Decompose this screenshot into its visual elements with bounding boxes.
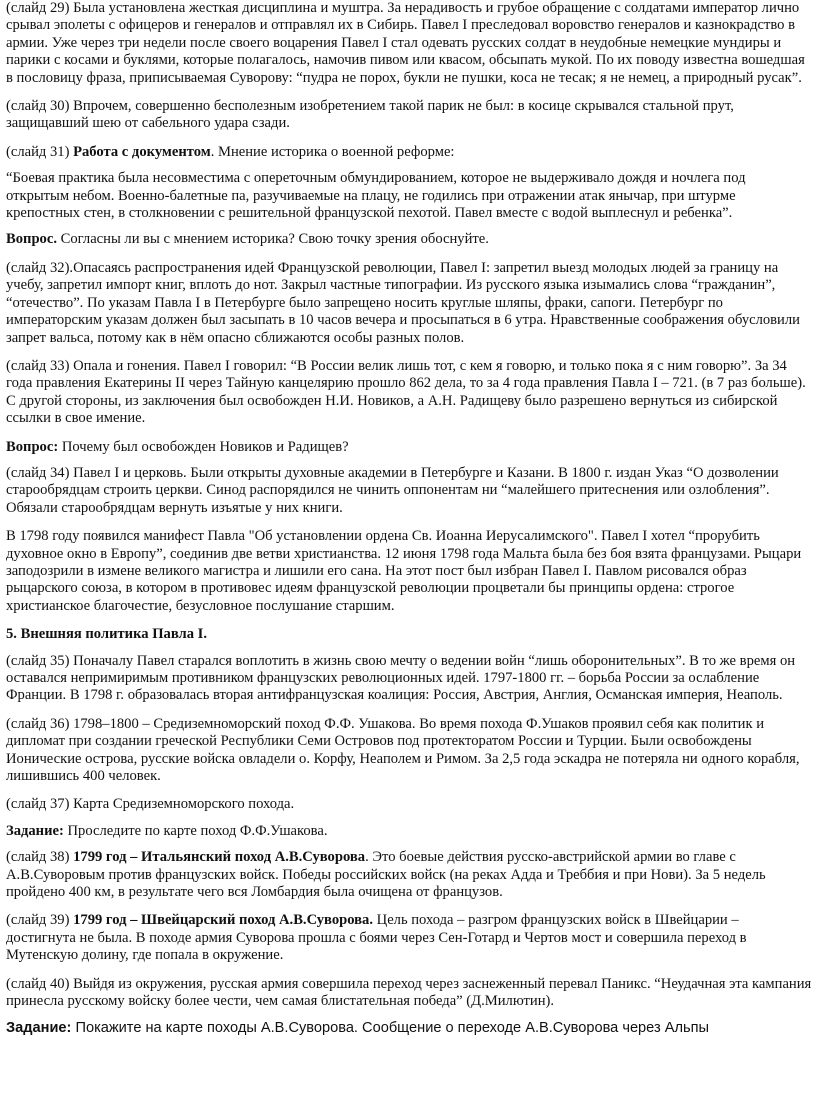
paragraph-slide-39 [6,912,812,964]
slide-31-prefix: (слайд 31) [6,143,74,160]
slide-38-prefix: (слайд 38) [6,849,74,866]
paragraph-slide-34: (слайд 34) Павел I и церковь. Были открыты духовные академии в Петербурге и Казани. В 1800 г. издан Указ “О дозволении старообрядцам строить церкви. Синод распорядился не чинить оппонентам ни “малейшего притеснения или озлобления”. Обязали старообрядцам вернуть изъятые у них книги. [6,464,779,516]
paragraph-slide-38 [6,849,812,901]
paragraph-task-1 [6,823,812,840]
slide-38-bold: 1799 год – Итальянский поход А.В.Суворова [73,849,366,866]
question-1-label: Вопрос. [6,231,57,248]
paragraph-slide-30: (слайд 30) Впрочем, совершенно бесполезным изобретением такой парик не был: в косице скрывался стальной прут, защищавший шею от сабельного удара сзади. [6,98,734,132]
paragraph-slide-36: (слайд 36) 1798–1800 – Средиземноморский поход Ф.Ф. Ушакова. Во время похода Ф.Ушаков проявил себя как политик и дипломат при создании греческой Республики Семи Островов под протекторатом России и Турции. Были освобождены Ионические острова, русские войска овладели о. Корфу, Неаполем и Римом. За 2,5 года эскадра не потеряла ни одного корабля, лишившись 400 человек. [6,715,800,785]
task-2-text: Покажите на карте походы А.В.Суворова. Сообщение о переходе А.В.Суворова через Альпы [71,1019,709,1036]
paragraph-slide-35: (слайд 35) Поначалу Павел старался воплотить в жизнь свою мечту о ведении войн “лишь оборонительных”. В то же время он оставался непримиримым противником французских революционных идей. 1797-1800 гг. – борьба России за ослабление Франции. В 1798 г. образовалась вторая антифранцузская коалиция: Россия, Австрия, Англия, Османская империя, Неаполь. [6,652,796,704]
paragraph-question-2 [6,439,812,456]
slide-38-rest: . Это боевые действия русско-австрийской армии во главе с А.В.Суворовым против французских войск. Победы российских войск (на реках Адда и Треббия и при Нови). За 5 недель пройдено 400 км, в результате чего вся Ломбардия была очищена от французов. [6,849,766,901]
paragraph-historian-quote: “Боевая практика была несовместима с опереточным обмундированием, которое не выдерживало дождя и ночлега под открытым небом. Военно-балетные па, разучиваемые на плацу, не годились при отражении атак янычар, при штурме крепостных стен, в столкновении с решительной французской пехотой. Павел вместе с водой выплеснул и ребенка”. [6,170,746,222]
paragraph-task-2 [6,1020,812,1037]
slide-39-rest: Цель похода – разгром французских войск в Швейцарии – достигнута не была. В походе армия Суворова прошла с боями через Сен-Готард и Чертов мост и совершила переход в Мутенскую долину, где попала в окружение. [6,912,747,964]
slide-39-prefix: (слайд 39) [6,912,74,929]
paragraph-slide-40: (слайд 40) Выйдя из окружения, русская армия совершила переход через заснеженный перевал Паникс. “Неудачная эта кампания принесла русскому войску более чести, чем самая блистательная победа” (Д.Милютин). [6,975,812,1010]
paragraph-slide-31 [6,144,812,161]
paragraph-slide-32: (слайд 32).Опасаясь распространения идей Французской революции, Павел I: запретил выезд молодых людей за границу на учебу, запретил импорт книг, вплоть до нот. Закрыл частные типографии. Из русского языка изымались слова “гражданин”, “отечество”. По указам Павла I в Петербурге было запрещено носить круглые шляпы, фраки, сапоги. Петербург по императорским указам должен был засыпать в 10 часов вечера и просыпаться в 6 утра. Нравственные соображения обусловили запрет вальса, потому как в нём опасно сближаются особы разных полов. [6,259,800,346]
paragraph-slide-29: (слайд 29) Была установлена жесткая дисциплина и муштра. За нерадивость и грубое обращение с солдатами император лично срывал эполеты с офицеров и генералов и отправлял их в Сибирь. Павел I преследовал воровство генералов и казнокрадство в армии. Уже через три недели после своего воцарения Павел I стал одевать русских солдат в неудобные немецкие мундиры и парики с косами и буклями, которые полагалось, намочив пивом или квасом, обсыпать мукой. По их поводу известна вошедшая в пословицу фраза, приписываемая Суворову: “пудра не порох, букли не пушки, коса не тесак; я не немец, а природный русак”. [6,0,805,86]
section-heading-5-text: 5. Внешняя политика Павла I. [6,626,207,643]
paragraph-slide-37: (слайд 37) Карта Средиземноморского похода. [6,796,295,813]
question-2-label: Вопрос: [6,438,59,455]
paragraph-slide-33: (слайд 33) Опала и гонения. Павел I говорил: “В России велик лишь тот, с кем я говорю, и только пока я с ним говорю”. За 34 года правления Екатерины II через Тайную канцелярию прошло 862 дела, то за 4 года правления Павла I – 721. (в 7 раз больше). С другой стороны, из заключения был освобожден Н.И. Новиков, а А.Н. Радищеву было разрешено вернуться из сибирской ссылки в свое имение. [6,357,806,427]
task-1-text: Проследите по карте поход Ф.Ф.Ушакова. [63,822,328,839]
task-2-label: Задание: [6,1019,72,1036]
paragraph-1798-manifest: В 1798 году появился манифест Павла "Об установлении ордена Св. Иоанна Иерусалимского". Павел I хотел “прорубить духовное окно в Европу”, соединив две ветви христианства. 12 июня 1798 года Мальта была без боя взята французами. Рыцари заподозрили в измене великого магистра и лишили его сана. На этот пост был избран Павел I. Павлом рисовался образ рыцарского союза, в котором в противовес идеям французской революции процветали бы принципы ордена: строгое христианское благочестие, безусловное послушание старшим. [6,528,802,614]
task-1-label: Задание: [6,822,64,839]
paragraph-question-1 [6,231,812,248]
question-1-text: Согласны ли вы с мнением историка? Свою точку зрения обоснуйте. [56,231,489,248]
slide-39-bold: 1799 год – Швейцарский поход А.В.Суворова. [73,912,373,929]
slide-31-bold: Работа с документом [73,143,211,160]
question-2-text: Почему был освобожден Новиков и Радищев? [58,438,349,455]
slide-31-rest: . Мнение историка о военной реформе: [210,143,455,160]
section-heading-5 [6,626,812,643]
